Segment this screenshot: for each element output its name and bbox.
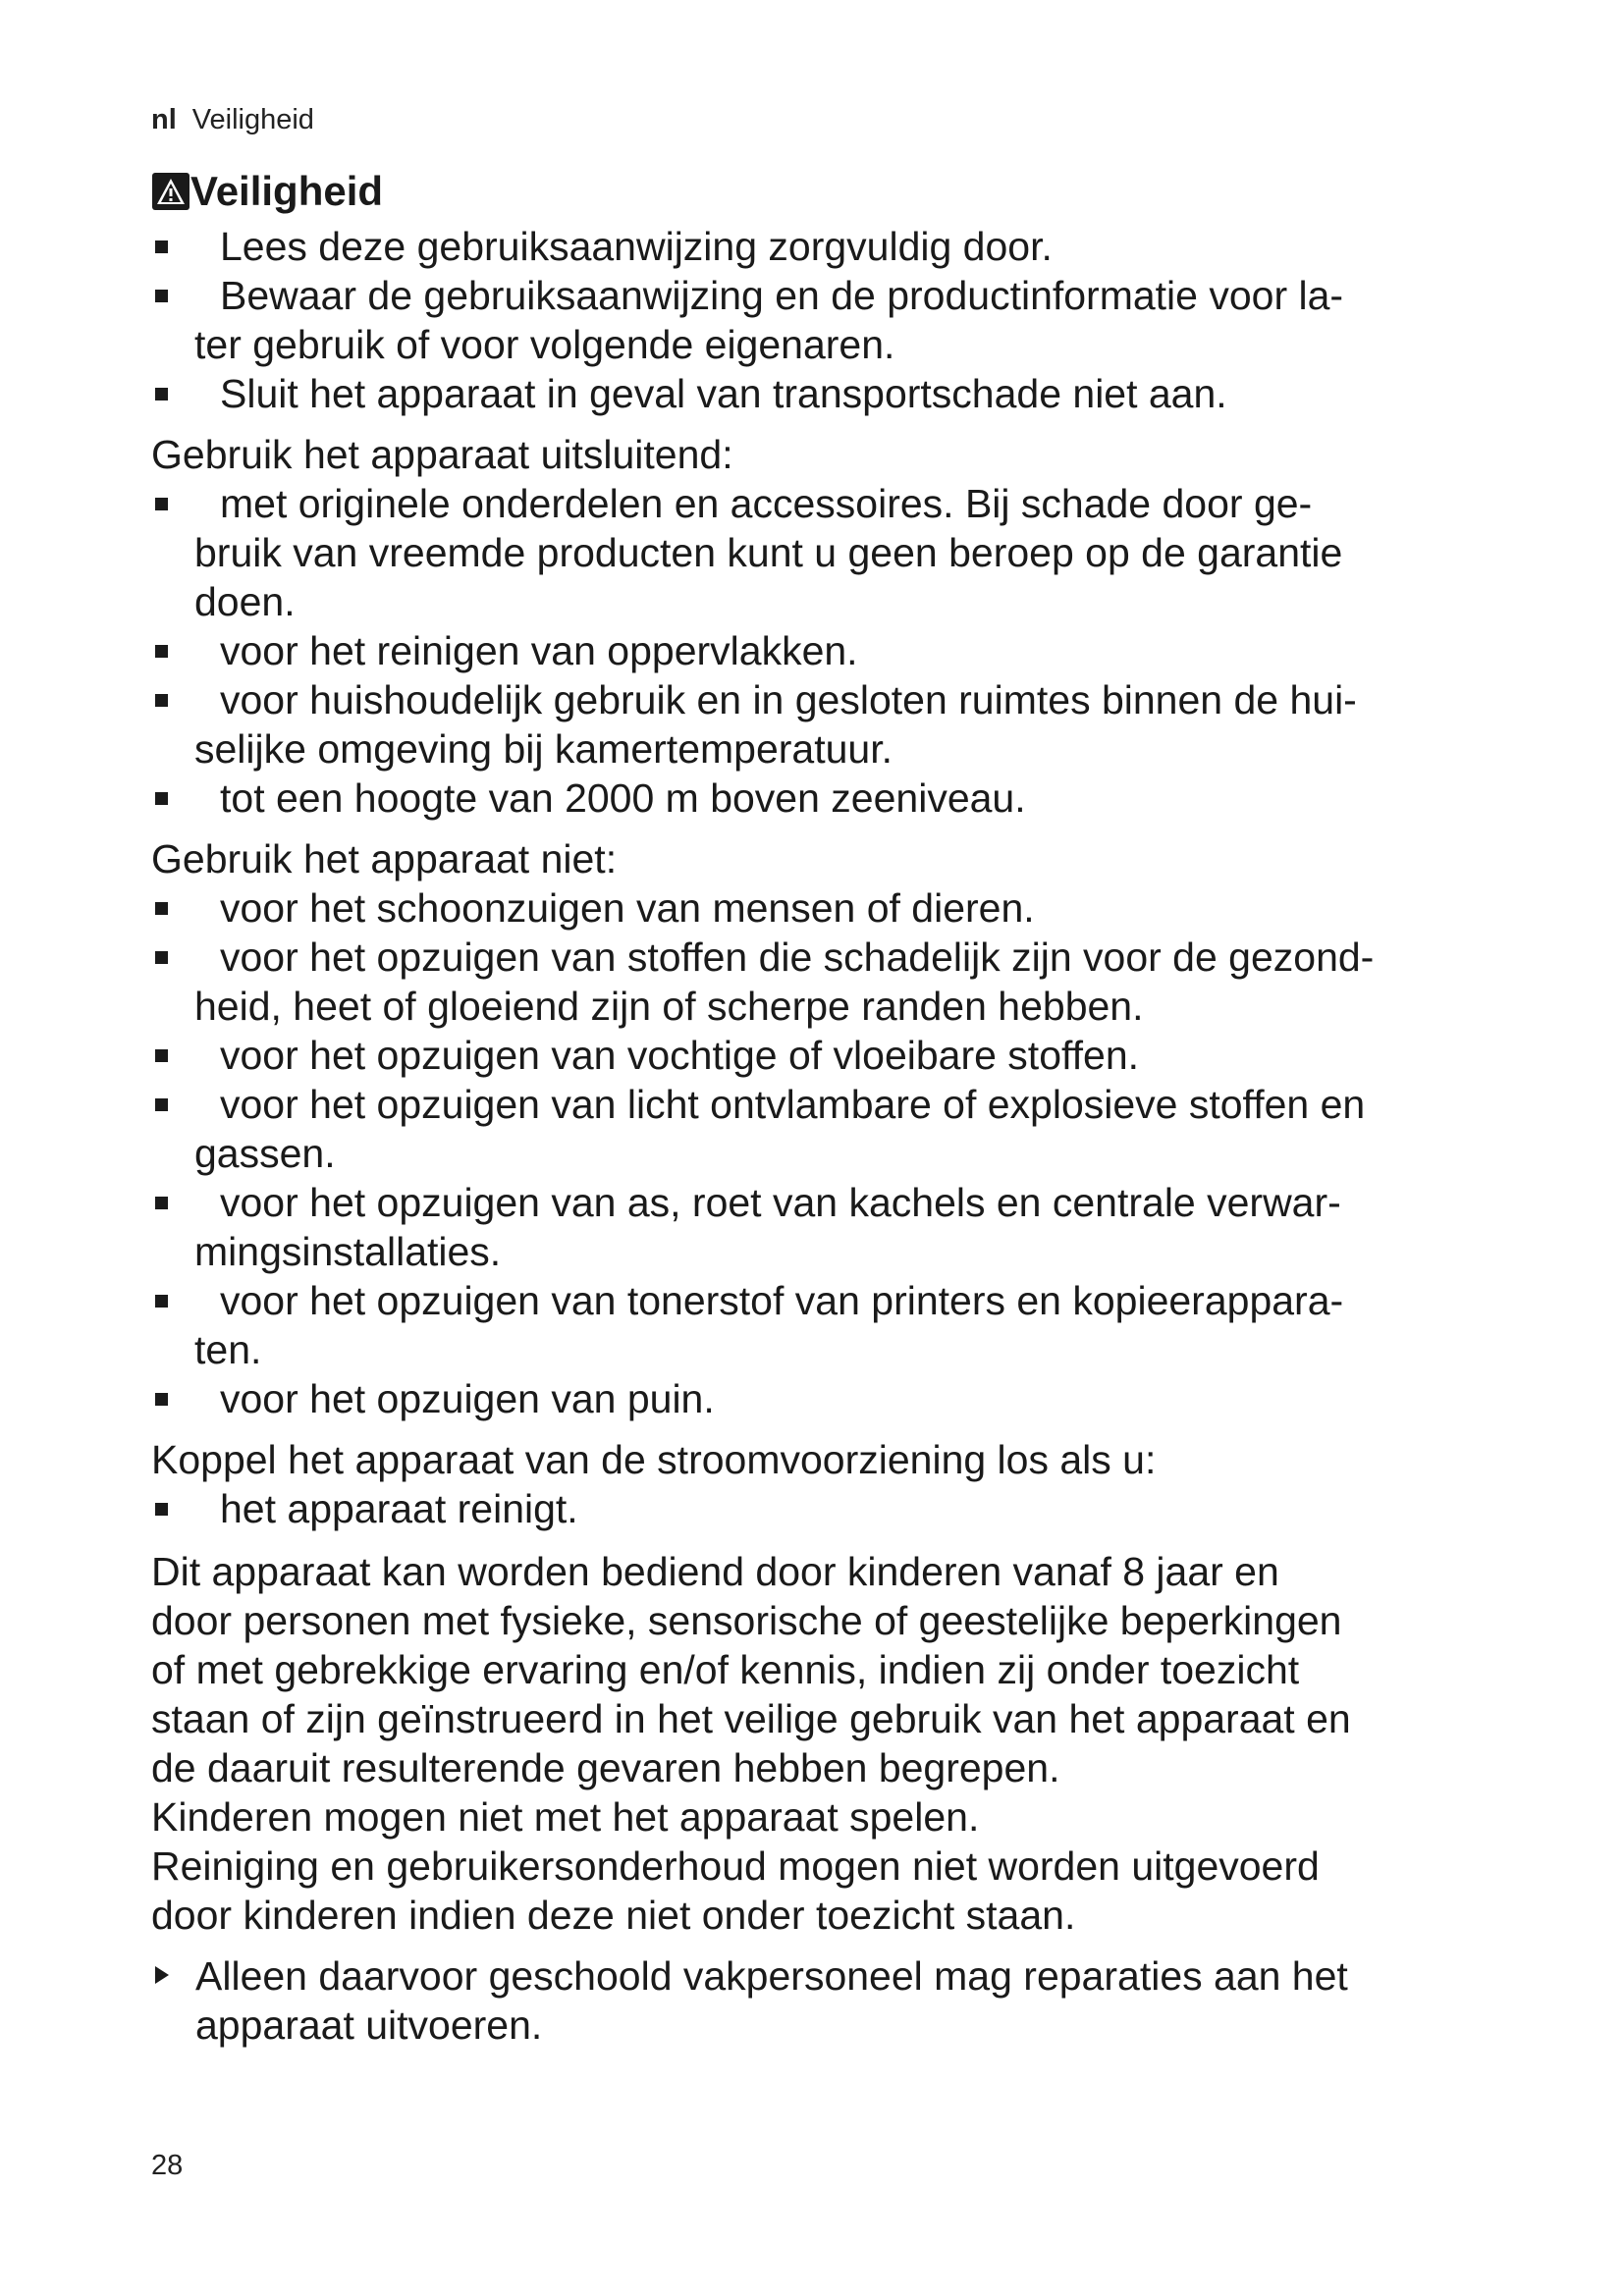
list-item — [151, 479, 1526, 626]
bullet-icon — [155, 1393, 168, 1406]
action-item — [151, 1951, 1526, 2050]
text-line: de daaruit resulterende gevaren hebben begrepen. — [151, 1745, 1060, 1790]
list-item — [151, 933, 1526, 1031]
unplug-list — [151, 1484, 1526, 1533]
bullet-icon — [155, 1295, 168, 1308]
list-item-line: Lees deze gebruiksaanwijzing zorgvuldig door. — [220, 224, 1053, 269]
section-title-text: Veiligheid — [190, 168, 384, 214]
intro-use: Gebruik het apparaat uitsluitend: — [151, 432, 733, 477]
text-line: of met gebrekkige ervaring en/of kennis, indien zij onder toezicht — [151, 1647, 1300, 1692]
bullet-icon — [155, 388, 168, 400]
main-content — [151, 165, 1526, 2050]
list-item-line: voor het opzuigen van as, roet van kachels en centrale verwar- — [220, 1180, 1341, 1225]
list-item — [151, 222, 1526, 271]
text-line: Alleen daarvoor geschoold vakpersoneel mag reparaties aan het — [195, 1953, 1348, 1999]
list-item-line: voor het reinigen van oppervlakken. — [220, 628, 858, 673]
list-item-line: met originele onderdelen en accessoires. Bij schade door ge- — [220, 481, 1313, 526]
children-paragraph — [151, 1547, 1526, 1940]
text-line: apparaat uitvoeren. — [195, 2002, 543, 2048]
general-list — [151, 222, 1526, 418]
intro-unplug: Koppel het apparaat van de stroomvoorziening los als u: — [151, 1437, 1157, 1482]
list-item-line: voor het opzuigen van vochtige of vloeibare stoffen. — [220, 1033, 1140, 1078]
list-item-line: voor huishoudelijk gebruik en in gesloten ruimtes binnen de hui- — [220, 677, 1357, 722]
list-item — [151, 675, 1526, 774]
intro-not: Gebruik het apparaat niet: — [151, 836, 618, 881]
arrow-icon — [155, 1966, 169, 1984]
list-item-line: voor het schoonzuigen van mensen of dieren. — [220, 885, 1035, 931]
header-section: Veiligheid — [191, 104, 314, 135]
list-item — [151, 1374, 1526, 1423]
bullet-icon — [155, 902, 168, 915]
list-item-line: selijke omgeving bij kamertemperatuur. — [194, 726, 893, 772]
list-item-line: heid, heet of gloeiend zijn of scherpe randen hebben. — [194, 984, 1144, 1029]
page-number: 28 — [151, 2150, 184, 2181]
list-item-line: Sluit het apparaat in geval van transportschade niet aan. — [220, 371, 1227, 416]
list-item-line: voor het opzuigen van licht ontvlambare of explosieve stoffen en — [220, 1082, 1366, 1127]
text-line: staan of zijn geïnstrueerd in het veilige gebruik van het apparaat en — [151, 1696, 1351, 1741]
use-list — [151, 479, 1526, 823]
bullet-icon — [155, 694, 168, 707]
language-code: nl — [151, 104, 177, 135]
bullet-icon — [155, 951, 168, 964]
text-line: Kinderen mogen niet met het apparaat spelen. — [151, 1794, 980, 1840]
list-item — [151, 774, 1526, 823]
list-item-line: voor het opzuigen van tonerstof van printers en kopieerappara- — [220, 1278, 1344, 1323]
not-use-list — [151, 883, 1526, 1423]
list-item-line: tot een hoogte van 2000 m boven zeeniveau. — [220, 775, 1026, 821]
list-item-line: Bewaar de gebruiksaanwijzing en de productinformatie voor la- — [220, 273, 1344, 318]
section-title — [151, 165, 1526, 218]
list-item-line: ter gebruik of voor volgende eigenaren. — [194, 322, 895, 367]
bullet-icon — [155, 645, 168, 658]
text-line: Dit apparaat kan worden bediend door kinderen vanaf 8 jaar en — [151, 1549, 1279, 1594]
bullet-icon — [155, 792, 168, 805]
action-text — [195, 1951, 1526, 2050]
text-line: Reiniging en gebruikersonderhoud mogen niet worden uitgevoerd — [151, 1843, 1320, 1889]
warning-icon — [151, 172, 190, 211]
list-item-line: bruik van vreemde producten kunt u geen beroep op de garantie — [194, 530, 1343, 575]
list-item — [151, 271, 1526, 369]
bullet-icon — [155, 1197, 168, 1209]
bullet-icon — [155, 290, 168, 302]
list-item-line: ten. — [194, 1327, 262, 1372]
text-line: door kinderen indien deze niet onder toezicht staan. — [151, 1893, 1076, 1938]
running-header — [151, 104, 314, 136]
bullet-icon — [155, 240, 168, 253]
list-item — [151, 1031, 1526, 1080]
list-item-line: mingsinstallaties. — [194, 1229, 502, 1274]
list-item — [151, 369, 1526, 418]
list-item-line: doen. — [194, 579, 296, 624]
bullet-icon — [155, 1503, 168, 1516]
list-item — [151, 1484, 1526, 1533]
list-item-line: gassen. — [194, 1131, 336, 1176]
list-item — [151, 1276, 1526, 1374]
list-item-line: voor het opzuigen van stoffen die schadelijk zijn voor de gezond- — [220, 934, 1375, 980]
bullet-icon — [155, 1049, 168, 1062]
list-item — [151, 1178, 1526, 1276]
list-item — [151, 626, 1526, 675]
text-line: door personen met fysieke, sensorische of geestelijke beperkingen — [151, 1598, 1342, 1643]
bullet-icon — [155, 1098, 168, 1111]
list-item-line: voor het opzuigen van puin. — [220, 1376, 715, 1421]
bullet-icon — [155, 498, 168, 510]
list-item — [151, 883, 1526, 933]
list-item-line: het apparaat reinigt. — [220, 1486, 578, 1531]
list-item — [151, 1080, 1526, 1178]
